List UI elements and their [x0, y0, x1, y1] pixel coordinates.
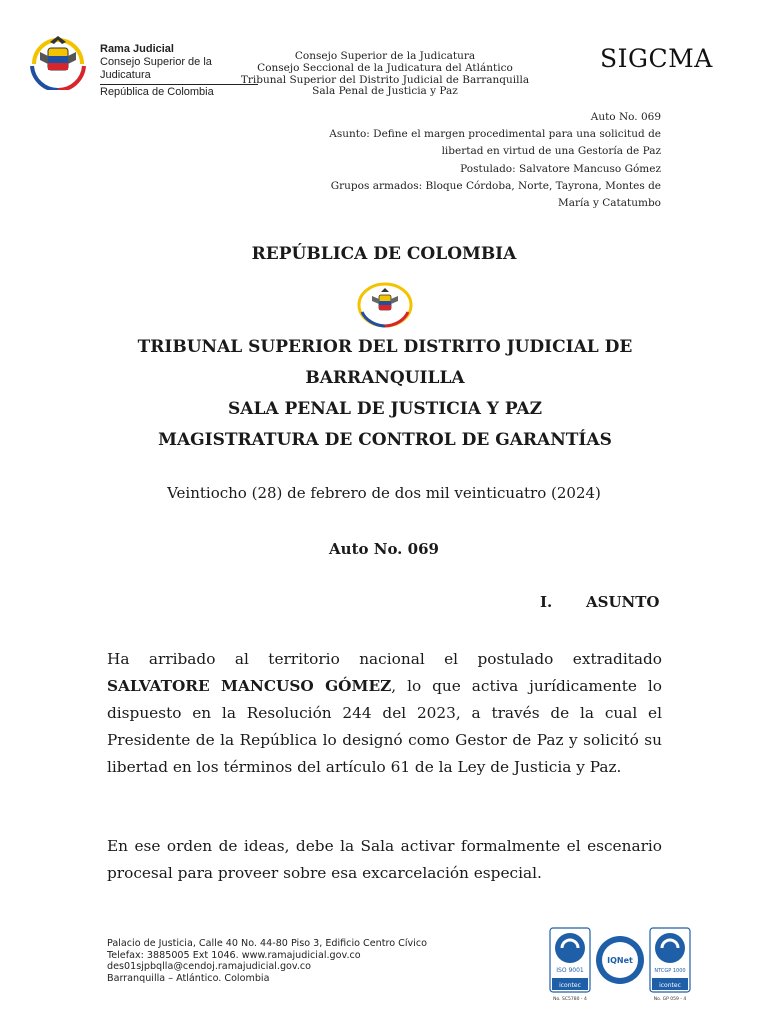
- svg-text:NTCGP 1000: NTCGP 1000: [654, 968, 686, 974]
- header-institutions: [240, 51, 530, 98]
- ntcgp-1000-icon: [650, 928, 690, 1002]
- svg-text:icontec: icontec: [559, 982, 581, 989]
- reference-line: Auto No. 069: [590, 111, 661, 123]
- iso-9001-icon: [550, 928, 590, 1002]
- svg-text:icontec: icontec: [659, 982, 681, 989]
- footer-line: Palacio de Justicia, Calle 40 No. 44-80 Piso 3, Edificio Centro Cívico: [107, 938, 427, 949]
- brand-text: [100, 43, 258, 99]
- auto-number: Auto No. 069: [329, 540, 439, 558]
- brand-line-3: República de Colombia: [100, 86, 214, 98]
- reference-line: libertad en virtud de una Gestoría de Paz: [441, 145, 661, 158]
- postulado-name: SALVATORE MANCUSO GÓMEZ: [107, 677, 392, 695]
- tribunal-heading: [60, 332, 710, 456]
- rama-judicial-seal-icon: [354, 282, 416, 328]
- reference-line: Asunto: Define el margen procedimental para una solicitud de: [329, 128, 661, 141]
- certification-logos: [548, 926, 693, 1002]
- brand-line-1: Rama Judicial: [100, 43, 174, 55]
- tribunal-line: TRIBUNAL SUPERIOR DEL DISTRITO JUDICIAL DE: [137, 337, 633, 357]
- header-line: Consejo Seccional de la Judicatura del Atlántico: [257, 61, 513, 74]
- footer-line: des01sjpbqlla@cendoj.ramajudicial.gov.co: [107, 961, 312, 972]
- tribunal-line: SALA PENAL DE JUSTICIA Y PAZ: [227, 399, 543, 419]
- colombia-coat-of-arms-icon: [28, 34, 88, 90]
- header-line: Sala Penal de Justicia y Paz: [312, 85, 458, 98]
- rama-judicial-logo: [28, 34, 258, 98]
- brand-line-2: Consejo Superior de la Judicatura: [100, 56, 258, 85]
- sigcma-label: SIGCMA: [600, 44, 713, 73]
- document-date: Veintiocho (28) de febrero de dos mil veinticuatro (2024): [167, 484, 601, 502]
- paragraph-1-start: Ha arribado al territorio nacional el postulado extraditado: [107, 650, 662, 668]
- reference-line: Grupos armados: Bloque Córdoba, Norte, Tayrona, Montes de: [330, 179, 661, 192]
- section-number: I.: [540, 593, 553, 611]
- footer-line: Telefax: 3885005 Ext 1046. www.ramajudicial.gov.co: [107, 949, 361, 961]
- paragraph-2: En ese orden de ideas, debe la Sala activar formalmente el escenario procesal para proveer sobre esa excarcelación especial.: [107, 837, 662, 882]
- reference-line: María y Catatumbo: [557, 197, 661, 210]
- header-line: Consejo Superior de la Judicatura: [294, 50, 476, 62]
- svg-text:No. GP 059 - 4: No. GP 059 - 4: [653, 997, 687, 1002]
- section-heading: [540, 593, 660, 611]
- footer-line: Barranquilla – Atlántico. Colombia: [107, 972, 270, 984]
- iqnet-icon: [596, 936, 644, 984]
- paragraph-1-rest: , lo que activa jurídicamente lo dispuesto en la Resolución 244 del 2023, a través de la cual el Presidente de la República lo designó como Gestor de Paz y solicitó su libertad en los términos del artículo 61 de la Ley de Justicia y Paz.: [107, 677, 663, 776]
- section-title: ASUNTO: [586, 593, 660, 611]
- tribunal-line: MAGISTRATURA DE CONTROL DE GARANTÍAS: [158, 430, 612, 450]
- tribunal-line: BARRANQUILLA: [305, 368, 465, 388]
- reference-block: [281, 109, 661, 212]
- svg-text:ISO 9001: ISO 9001: [556, 967, 584, 974]
- republic-title: REPÚBLICA DE COLOMBIA: [251, 244, 517, 264]
- svg-text:IQNet: IQNet: [607, 956, 633, 965]
- paragraph-1: [107, 646, 662, 781]
- header-line: Tribunal Superior del Distrito Judicial de Barranquilla: [240, 73, 530, 86]
- footer-address: [107, 938, 427, 984]
- svg-text:No. SC5780 - 4: No. SC5780 - 4: [553, 997, 587, 1002]
- reference-line: Postulado: Salvatore Mancuso Gómez: [460, 162, 661, 175]
